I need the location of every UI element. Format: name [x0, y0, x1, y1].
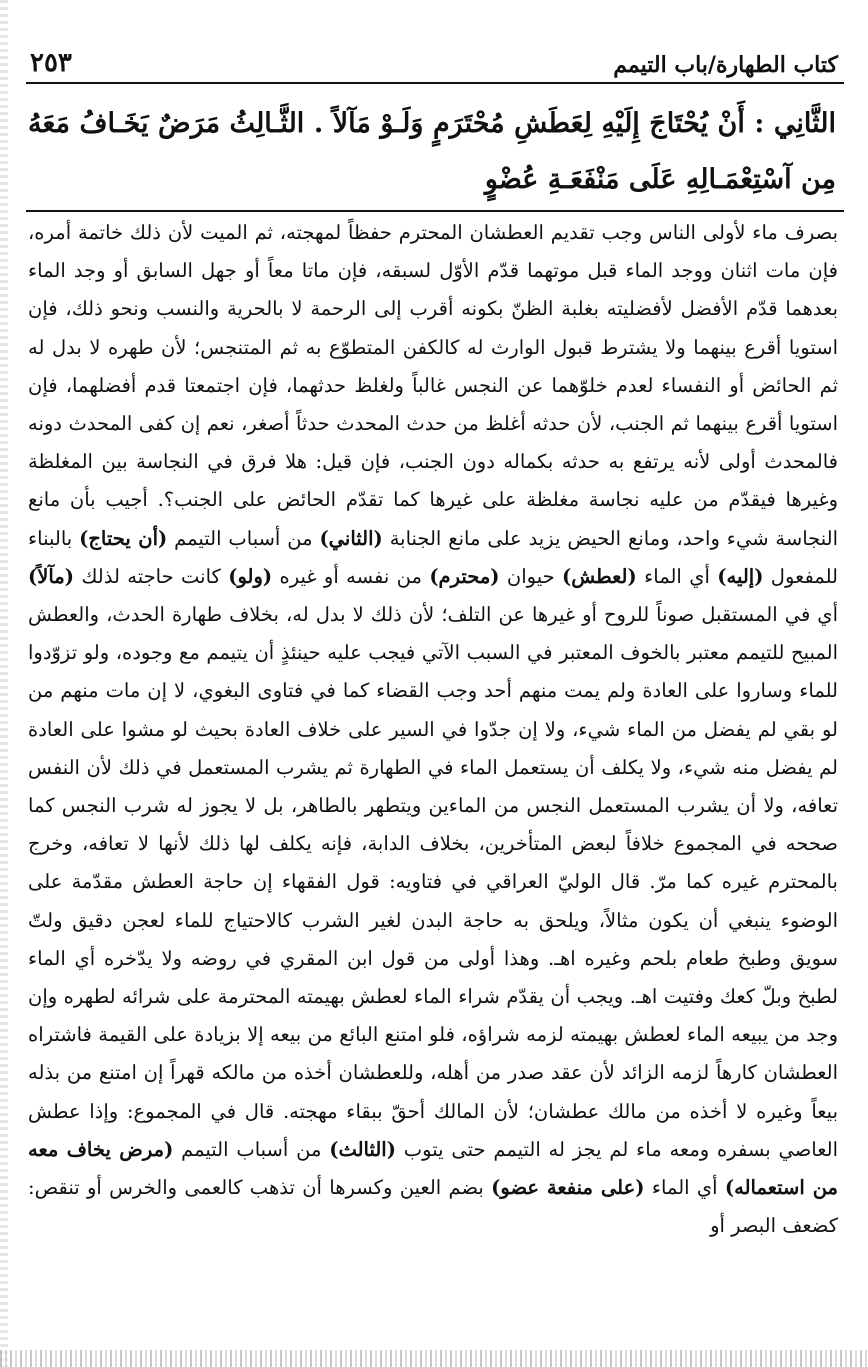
matn-quote: (ولو)	[228, 564, 273, 588]
matn-quote: (الثاني)	[319, 526, 383, 550]
matn-quote: (أن يحتاج)	[79, 526, 168, 550]
matn-quote: (مآلاً)	[28, 564, 74, 588]
text-run: حيوان	[506, 564, 555, 588]
matn-quote: (محترم)	[429, 564, 500, 588]
matn-quote: (الثالث)	[329, 1137, 396, 1161]
page-number: ٢٥٣	[30, 48, 72, 78]
text-run: بالبناء للمفعول	[28, 526, 838, 588]
page-header	[30, 44, 838, 78]
matn-quote: (على منفعة عضو)	[491, 1176, 645, 1200]
matn-quote: (إليه)	[717, 564, 764, 588]
text-run: من نفسه أو غيره	[279, 564, 422, 588]
text-run: أي الماء	[644, 564, 710, 588]
commentary-body	[28, 214, 838, 1245]
matn-separator	[26, 210, 844, 212]
matn-text: الثَّانِي : أَنْ يُحْتَاجَ إِلَيْهِ لِعَطَشِ مُحْتَرَمٍ وَلَـوْ مَآلاً . الثَّـالِثُ مَرَضٌ يَخَـافُ مَعَهُ مِن آسْتِعْمَـالِهِ عَلَى مَنْفَعَـةِ عُضْوٍ	[28, 108, 836, 195]
text-run: أي الماء	[651, 1176, 718, 1200]
decorative-footer-border	[0, 1350, 868, 1367]
page-edge-texture	[0, 0, 8, 1367]
header-rule	[26, 82, 844, 84]
text-run: بضم العين وكسرها أن تذهب كالعمى والخرس أو تنقص: كضعف البصر أو	[28, 1176, 838, 1238]
commentary-paragraph	[28, 214, 838, 1245]
text-run: كانت حاجته لذلك	[81, 564, 221, 588]
text-run: أي في المستقبل صوناً للروح أو غيرها عن التلف؛ لأن ذلك لا بدل له، بخلاف طهارة الحدث، والعطش المبيح للتيمم معتبر بالخوف المعتبر في السبب الآتي فيجب عليه حينئذٍ أن يتيمم مع وجوده، ولو تزوّدوا للماء وساروا على العادة ولم يمت منهم أحد وجب القضاء كما في فتاوى البغوي، لا إن مات منهم من لو بقي لم يفضل من الماء شيء، ولا إن جدّوا في السير على خلاف العادة بحيث لو مشوا على العادة لم يفضل منه شيء، ولا يكلف أن يستعمل الماء في الطهارة ثم يشرب المستعمل في ذلك لأن النفس تعافه، ولا أن يشرب المستعمل النجس من الماءين ويتطهر بالطاهر، بل لا يجوز له شرب النجس كما صححه في المجموع خلافاً لبعض المتأخرين، بخلاف الدابة، فإنه يكلف لها ذلك لأنها لا تعافه، وخرج بالمحترم غيره كما مرّ. قال الوليّ العراقي في فتاويه: قول الفقهاء إن حاجة العطش مقدّمة على الوضوء ينبغي أن يكون مثالاً، ويلحق به حاجة البدن لغير الشرب كالاحتياج للماء لعجن دقيق ولتّ سويق وطبخ طعام بلحم وغيره اهـ. وهذا أولى من قول ابن المقري في روضه ولا يدّخره أي الماء لطبخ وبلّ كعك وفتيت اهـ. ويجب أن يقدّم شراء الماء لعطش بهيمته المحترمة على شرائه لطهره وإن وجد من يبيعه الماء لعطش بهيمته لزمه شراؤه، فلو امتنع البائع من بيعه إلا بزيادة على القيمة فاشتراه العطشان كارهاً لزمه الزائد لأن عقد صدر من أهله، وللعطشان أخذه من مالكه قهراً إن امتنع من بذله بيعاً وغيره لا أخذه من مالك عطشان؛ لأن المالك أحقّ ببقاء مهجته. قال في المجموع: وإذا عطش العاصي بسفره ومعه ماء لم يجز له التيمم حتى يتوب	[28, 603, 839, 1161]
text-run: من أسباب التيمم	[174, 526, 313, 550]
matn-quote: (مرض يخاف معه من استعماله)	[28, 1137, 838, 1200]
text-run: من أسباب التيمم	[181, 1137, 322, 1161]
running-title: كتاب الطهارة/باب التيمم	[613, 52, 838, 78]
text-run: بصرف ماء لأولى الناس وجب تقديم العطشان المحترم حفظاً لمهجته، ثم الميت لأن ذلك خاتمة أمره، فإن مات اثنان ووجد الماء قبل موتهما قدّم الأوّل لسبقه، فإن ماتا معاً أو جهل السابق أو وجد الماء بعدهما قدّم الأفضل لأفضليته بغلبة الظنّ بكونه أقرب إلى الرحمة لا بالحرية والنسب ونحو ذلك، فإن استويا أقرع بينهما ولا يشترط قبول الوارث له كالكفن المتطوّع به ثم المتنجس؛ لأن طهره لا بدل له ثم الحائض أو النفساء لعدم خلوّهما عن النجس غالباً ولغلظ حدثهما، فإن اجتمعتا قدم أفضلهما، فإن استويا أقرع بينهما ثم الجنب، لأن حدثه أغلظ من حدث المحدث حدثاً أصغر، نعم إن كفى المحدث دونه فالمحدث أولى لأنه يرتفع به حدثه بكماله دون الجنب، فإن قيل: هلا فرق في النجاسة بين المغلظة وغيرها فيقدّم من عليه نجاسة مغلظة على غيرها كما تقدّم الحائض على الجنب؟. أجيب بأن مانع النجاسة شيء واحد، ومانع الحيض يزيد على مانع الجنابة	[28, 221, 838, 550]
matn-quote: (لعطش)	[562, 564, 637, 588]
